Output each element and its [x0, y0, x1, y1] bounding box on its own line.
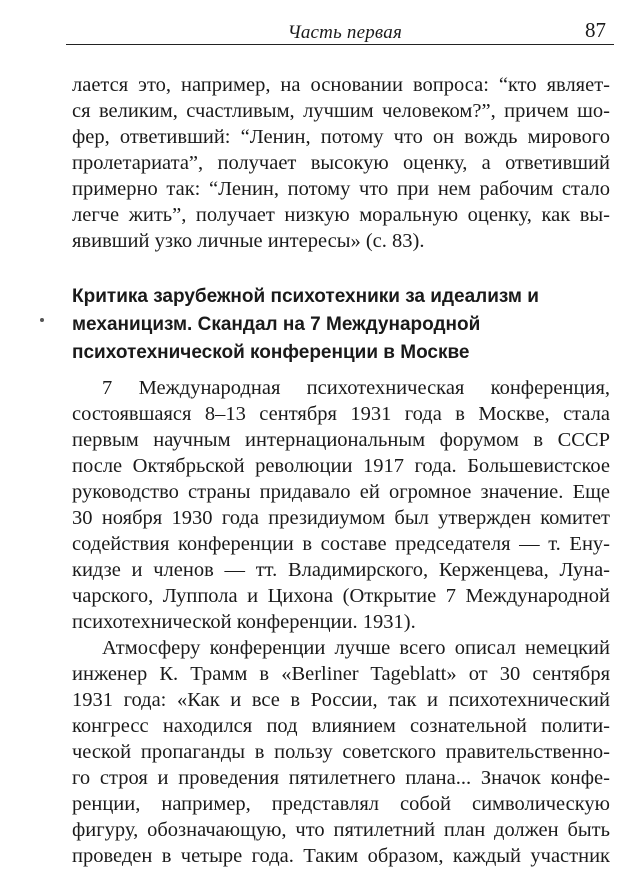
text-line: 7 Международная психотехническая конференция, — [102, 377, 610, 399]
text-line: явивший узко личные интересы» (с. 83). — [72, 230, 425, 252]
text-line: Атмосферу конференции лучше всего описал немецкий — [102, 637, 610, 659]
text-line: состоявшаяся 8–13 сентября 1931 года в Москве, стала — [72, 403, 610, 425]
paragraph-conference — [72, 375, 610, 635]
text-line: содействия конференции в составе председателя — т. Ену- — [72, 533, 610, 555]
running-head-title: Часть первая — [287, 22, 402, 43]
text-line: после Октябрьской революции 1917 года. Большевистское — [72, 455, 610, 477]
text-line: легче жить”, получает низкую моральную оценку, как вы- — [72, 204, 610, 226]
text-line: руководство страны придавало ей огромное значение. Еще — [72, 481, 610, 503]
text-line: психотехнической конференции. 1931). — [72, 611, 416, 633]
heading-line: психотехнической конференции в Москве — [72, 342, 470, 363]
text-line: кидзе и членов — тт. Владимирского, Керженцева, Луна- — [72, 559, 610, 581]
page-number: 87 — [585, 18, 606, 42]
text-line: инженер К. Трамм в «Berliner Tageblatt» от 30 сентября — [72, 663, 610, 685]
text-line: го строя и проведения пятилетнего плана... Значок конфе- — [72, 767, 610, 789]
text-line: чарского, Луппола и Цихона (Открытие 7 Международной — [72, 585, 610, 607]
heading-line: механицизм. Скандал на 7 Международной — [72, 314, 481, 335]
margin-mark — [40, 318, 44, 322]
text-line: пролетариата”, получает высокую оценку, а ответивший — [72, 152, 610, 174]
section-heading — [72, 283, 610, 367]
text-line: лается это, например, на основании вопроса: “кто являет- — [72, 74, 610, 96]
text-line: 30 ноября 1930 года президиумом был утвержден комитет — [72, 507, 610, 529]
text-line: ренции, например, представлял собой символическую — [72, 793, 610, 815]
text-line: конгресс находился под влиянием сознательной полити- — [72, 715, 610, 737]
running-head — [66, 14, 614, 45]
text-line: проведен в четыре года. Таким образом, каждый участник — [72, 845, 610, 867]
heading-line: Критика зарубежной психотехники за идеализм и — [72, 286, 539, 307]
text-line: первым научным интернациональным форумом в СССР — [72, 429, 610, 451]
text-line: фигуру, обозначающую, что пятилетний план должен быть — [72, 819, 610, 841]
text-line: ческой пропаганды в пользу советского правительственно- — [72, 741, 610, 763]
text-line: фер, ответивший: “Ленин, потому что он вождь мирового — [72, 126, 610, 148]
paragraph-tramm — [72, 635, 610, 869]
text-line: ся великим, счастливым, лучшим человеком?”, причем шо- — [72, 100, 610, 122]
text-line: 1931 года: «Как и все в России, так и психотехнический — [72, 689, 610, 711]
paragraph-top — [72, 72, 610, 254]
text-line: примерно так: “Ленин, потому что при нем рабочим стало — [72, 178, 610, 200]
